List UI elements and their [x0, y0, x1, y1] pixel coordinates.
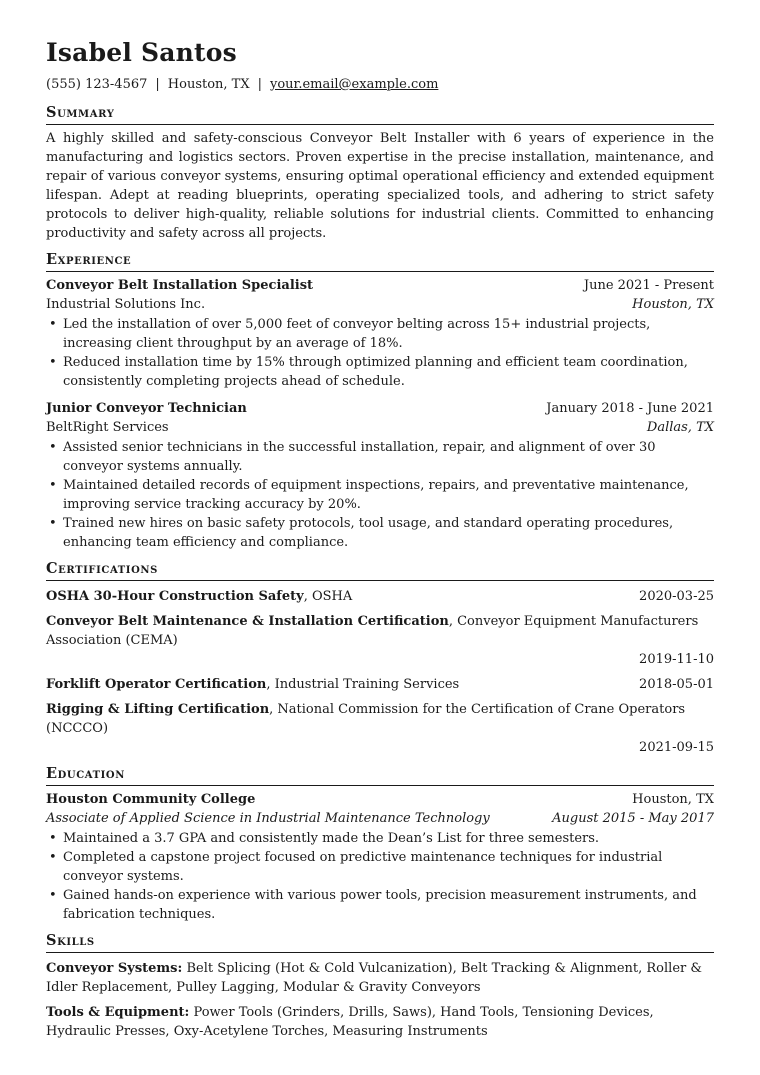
experience-entry	[46, 276, 714, 391]
job-title: Junior Conveyor Technician	[46, 401, 247, 416]
contact-separator: |	[155, 77, 160, 92]
certification-entry	[46, 612, 714, 669]
certification-date: 2018-05-01	[639, 677, 714, 692]
skill-list: Power Tools (Grinders, Drills, Saws), Hand Tools, Tensioning Devices, Hydraulic Presses, Oxy-Acetylene Torches, Measuring Instruments	[46, 1005, 654, 1039]
certification-entry	[46, 675, 714, 694]
location: Houston, TX	[167, 77, 250, 92]
skill-category: Conveyor Systems:	[46, 961, 183, 976]
certification-name: Conveyor Belt Maintenance & Installation Certification	[46, 614, 449, 629]
summary-text: A highly skilled and safety-conscious Conveyor Belt Installer with 6 years of experience in the manufacturing and logistics sectors. Proven expertise in the precise installation, maintenance, and repair of various conveyor systems, ensuring optimal operational efficiency and extended equipment lifespan. Adept at reading blueprints, operating specialized tools, and adhering to strict safety protocols to deliver high-quality, reliable solutions for industrial clients. Committed to enhancing productivity and safety across all projects.	[46, 131, 714, 241]
bullet-item: • Reduced installation time by 15% through optimized planning and efficient team coordination, consistently completing projects ahead of schedule.	[46, 353, 714, 391]
certification-name: OSHA 30-Hour Construction Safety	[46, 589, 304, 604]
experience-entry	[46, 399, 714, 552]
bullet-item: • Maintained a 3.7 GPA and consistently made the Dean’s List for three semesters.	[46, 829, 714, 848]
certification-entry	[46, 587, 714, 606]
certification-name: Rigging & Lifting Certification	[46, 702, 270, 717]
skills-heading: Skills	[46, 932, 714, 953]
certification-issuer: , National Commission for the Certification of Crane Operators (NCCCO)	[46, 702, 686, 736]
company-name: Industrial Solutions Inc.	[46, 297, 206, 312]
company-name: BeltRight Services	[46, 420, 169, 435]
school-location: Houston, TX	[632, 792, 714, 807]
job-location: Dallas, TX	[646, 420, 714, 435]
summary-heading: Summary	[46, 104, 714, 125]
education-heading: Education	[46, 765, 714, 786]
contact-line	[46, 76, 714, 94]
certification-date: 2019-11-10	[639, 652, 714, 667]
contact-separator: |	[257, 77, 262, 92]
degree-name: Associate of Applied Science in Industrial Maintenance Technology	[46, 811, 490, 826]
education-bullets	[46, 829, 714, 924]
experience-heading: Experience	[46, 251, 714, 272]
skill-list: Belt Splicing (Hot & Cold Vulcanization), Belt Tracking & Alignment, Roller & Idler Replacement, Pulley Lagging, Modular & Gravity Conveyors	[46, 961, 702, 995]
job-dates: June 2021 - Present	[583, 278, 714, 293]
certification-date: 2021-09-15	[639, 740, 714, 755]
bullet-item: • Maintained detailed records of equipment inspections, repairs, and preventative maintenance, improving service tracking accuracy by 20%.	[46, 476, 714, 514]
bullet-item: • Assisted senior technicians in the successful installation, repair, and alignment of over 30 conveyor systems annually.	[46, 438, 714, 476]
job-bullets	[46, 315, 714, 391]
bullet-item: • Gained hands-on experience with various power tools, precision measurement instruments, and fabrication techniques.	[46, 886, 714, 924]
certification-entry	[46, 700, 714, 757]
candidate-name: Isabel Santos	[46, 38, 237, 67]
bullet-item: • Completed a capstone project focused on predictive maintenance techniques for industrial conveyor systems.	[46, 848, 714, 886]
email-link[interactable]: your.email@example.com	[270, 77, 439, 92]
education-entry	[46, 790, 714, 924]
certifications-heading: Certifications	[46, 560, 714, 581]
certification-issuer: , Industrial Training Services	[266, 677, 460, 692]
job-title: Conveyor Belt Installation Specialist	[46, 278, 314, 293]
job-bullets	[46, 438, 714, 552]
phone-number: (555) 123-4567	[46, 77, 148, 92]
education-dates: August 2015 - May 2017	[552, 811, 714, 826]
school-name: Houston Community College	[46, 792, 256, 807]
skill-category: Tools & Equipment:	[46, 1005, 190, 1020]
bullet-item: • Trained new hires on basic safety protocols, tool usage, and standard operating procedures, enhancing team efficiency and compliance.	[46, 514, 714, 552]
skill-group	[46, 1003, 714, 1041]
skill-group	[46, 959, 714, 997]
certification-issuer: , Conveyor Equipment Manufacturers Association (CEMA)	[46, 614, 699, 648]
bullet-item: • Led the installation of over 5,000 feet of conveyor belting across 15+ industrial projects, increasing client throughput by an average of 18%.	[46, 315, 714, 353]
certification-date: 2020-03-25	[639, 589, 714, 604]
job-dates: January 2018 - June 2021	[546, 401, 714, 416]
certification-issuer: , OSHA	[303, 589, 353, 604]
certification-name: Forklift Operator Certification	[46, 677, 267, 692]
job-location: Houston, TX	[632, 297, 714, 312]
